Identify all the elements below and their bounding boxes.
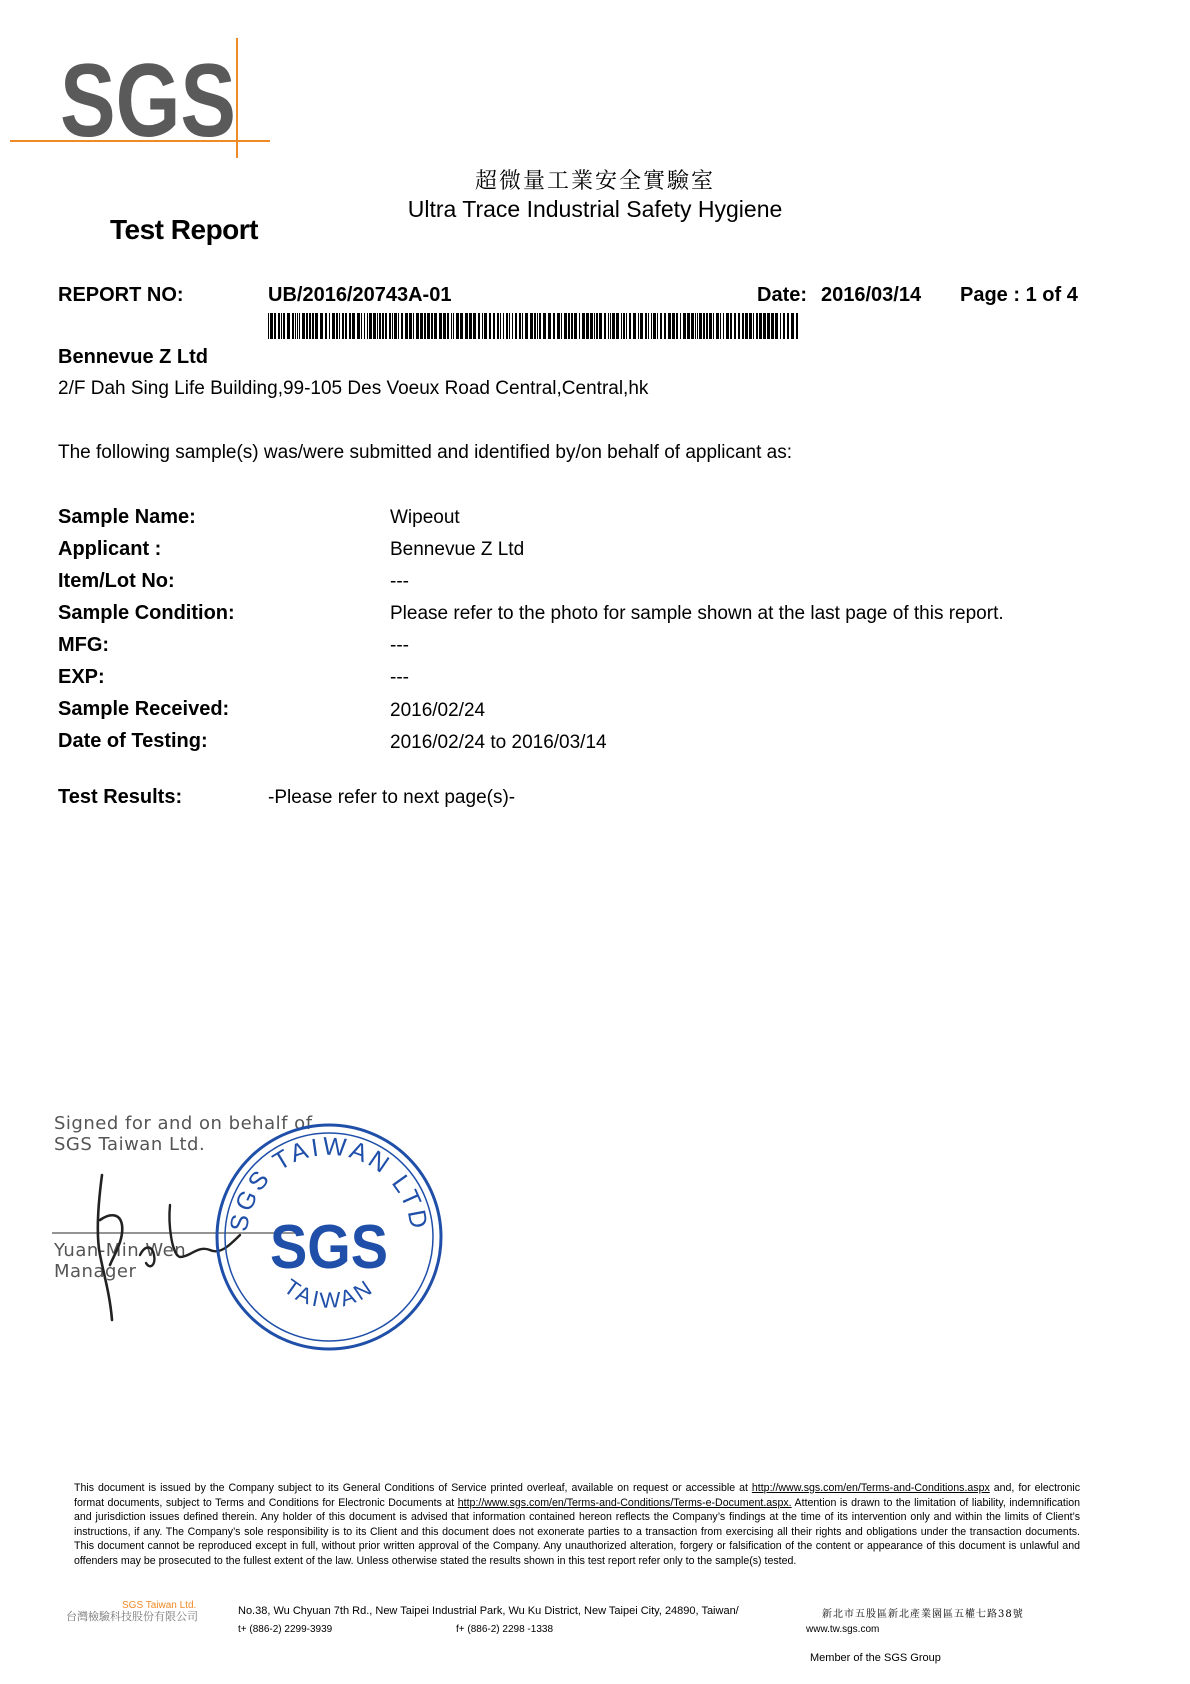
- stamp-center-text: SGS: [270, 1213, 388, 1282]
- intro-text: The following sample(s) was/were submitted and identified by/on behalf of applicant as:: [58, 442, 793, 463]
- footer-company-cn: 台灣檢驗科技股份有限公司: [66, 1610, 198, 1623]
- field-value-date-of-testing: 2016/02/24 to 2016/03/14: [390, 732, 607, 753]
- field-value-item-lot: ---: [390, 571, 409, 592]
- stamp-bottom-text: TAIWAN: [279, 1273, 379, 1313]
- sgs-taiwan-stamp: [212, 1120, 446, 1354]
- signing-company-text: SGS Taiwan Ltd.: [54, 1134, 206, 1155]
- footer-website[interactable]: www.tw.sgs.com: [806, 1624, 880, 1635]
- sgs-logo-text: SGS: [60, 43, 236, 159]
- disclaimer-part-3: Attention is drawn to the limitation of liability, indemnification and jurisdiction issues defined therein. Any holder of this document is advised that information contained hereon reflects the Company’s findings at the time of its intervention only and within the limits of Client’s instructions, if any. The Company’s sole responsibility is to its Client and this document does not exonerate parties to a transaction from exercising all their rights and obligations under the transaction documents. This document cannot be reproduced except in full, without prior written approval of the Company. Any unauthorized alteration, forgery or falsification of the content or appearance of this document is unlawful and offenders may be prosecuted to the fullest extent of the law. Unless otherwise stated the results shown in this test report refer only to the sample(s) tested.: [74, 1496, 1080, 1567]
- signatory-role: Manager: [54, 1261, 137, 1282]
- field-label-date-of-testing: Date of Testing:: [58, 730, 208, 752]
- field-value-sample-received: 2016/02/24: [390, 700, 486, 721]
- page-indicator: Page : 1 of 4: [960, 284, 1078, 306]
- field-label-exp: EXP:: [58, 666, 105, 688]
- report-no-value: UB/2016/20743A-01: [268, 284, 452, 306]
- footer-member-text: Member of the SGS Group: [810, 1652, 941, 1664]
- footer-tel: t+ (886-2) 2299-3939: [238, 1624, 333, 1635]
- test-results-value: -Please refer to next page(s)-: [268, 787, 516, 808]
- field-value-sample-name: Wipeout: [390, 507, 460, 528]
- field-label-applicant: Applicant :: [58, 538, 162, 560]
- field-label-sample-condition: Sample Condition:: [58, 602, 235, 624]
- e-document-terms-link[interactable]: http://www.sgs.com/en/Terms-and-Conditions/Terms-e-Document.aspx.: [457, 1496, 792, 1509]
- field-value-mfg: ---: [390, 635, 409, 656]
- test-results-label: Test Results:: [58, 786, 183, 808]
- lab-name-english: Ultra Trace Industrial Safety Hygiene: [407, 196, 783, 222]
- terms-conditions-link[interactable]: http://www.sgs.com/en/Terms-and-Conditions.aspx: [751, 1482, 990, 1494]
- field-value-applicant: Bennevue Z Ltd: [390, 539, 525, 560]
- legal-disclaimer: [74, 1481, 1080, 1568]
- footer-company-en: SGS Taiwan Ltd.: [122, 1600, 197, 1611]
- field-label-sample-received: Sample Received:: [58, 698, 230, 720]
- stamp-top-text: SGS TAIWAN LTD: [224, 1132, 434, 1234]
- signatory-name: Yuan-Min Wen: [54, 1240, 187, 1261]
- date-value: 2016/03/14: [821, 284, 922, 306]
- report-barcode: [268, 313, 802, 339]
- field-label-item-lot: Item/Lot No:: [58, 570, 175, 592]
- footer-address-en: No.38, Wu Chyuan 7th Rd., New Taipei Industrial Park, Wu Ku District, New Taipei City, 24890, Taiwan/: [238, 1605, 739, 1617]
- sgs-logo: [0, 0, 280, 160]
- field-value-sample-condition: Please refer to the photo for sample shown at the last page of this report.: [390, 603, 1004, 624]
- lab-name-chinese: 超微量工業安全實驗室: [474, 169, 715, 194]
- date-label: Date:: [757, 284, 808, 306]
- disclaimer-part-1: This document is issued by the Company subject to its General Conditions of Service printed overleaf, available on request or accessible at: [74, 1482, 752, 1494]
- company-address: 2/F Dah Sing Life Building,99-105 Des Voeux Road Central,Central,hk: [58, 378, 649, 399]
- field-value-exp: ---: [390, 667, 409, 688]
- disclaimer-part-2: and, for electronic format documents, subject to Terms and Conditions for Electronic Documents at: [74, 1482, 1081, 1509]
- footer-address-cn: 新北市五股區新北產業園區五權七路38號: [822, 1609, 1024, 1620]
- footer-fax: f+ (886-2) 2298 -1338: [456, 1624, 554, 1635]
- page-title: Test Report: [110, 214, 258, 245]
- signed-on-behalf-text: Signed for and on behalf of: [54, 1113, 313, 1134]
- company-name: Bennevue Z Ltd: [58, 346, 209, 368]
- field-label-mfg: MFG:: [58, 634, 110, 656]
- report-no-label: REPORT NO:: [58, 284, 184, 306]
- field-label-sample-name: Sample Name:: [58, 506, 196, 528]
